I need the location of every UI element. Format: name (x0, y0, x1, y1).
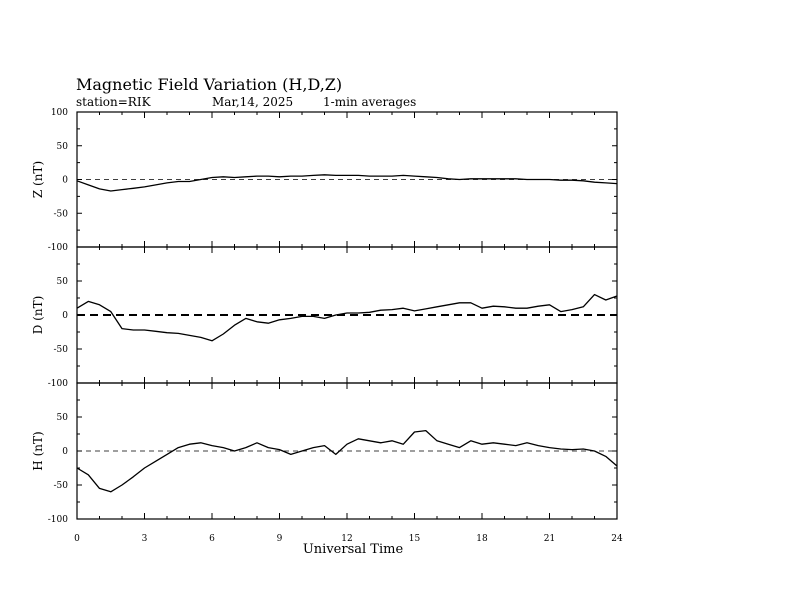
station-label: station=RIK (76, 95, 151, 109)
x-tick-label: 21 (543, 534, 556, 544)
h-ytick-label: 0 (62, 447, 68, 457)
x-tick-label: 6 (209, 534, 215, 544)
x-tick-label: 0 (74, 534, 80, 544)
h-ytick-label: 50 (56, 413, 68, 423)
x-tick-label: 18 (476, 534, 488, 544)
chart-title: Magnetic Field Variation (H,D,Z) (76, 75, 343, 94)
x-tick-label: 9 (276, 534, 283, 544)
d-ytick-label: -100 (47, 379, 68, 389)
d-ytick-label: 50 (56, 277, 68, 287)
z-ytick-label: -100 (47, 243, 68, 253)
d-ytick-label: 0 (62, 311, 68, 321)
z-axis-label: Z (nT) (31, 160, 45, 199)
z-ytick-label: 0 (62, 175, 68, 186)
averaging-label: 1-min averages (323, 95, 417, 109)
h-ytick-label: -50 (53, 481, 68, 491)
z-ytick-label: 100 (50, 108, 68, 118)
x-tick-label: 12 (341, 534, 353, 544)
x-tick-label: 24 (611, 534, 623, 544)
h-axis-label: H (nT) (31, 431, 45, 471)
x-axis-label: Universal Time (302, 542, 404, 557)
d-ytick-label: -50 (53, 345, 68, 355)
date-label: Mar,14, 2025 (212, 95, 294, 109)
x-tick-label: 15 (408, 534, 421, 544)
x-tick-label: 3 (141, 534, 148, 544)
d-axis-label: D (nT) (31, 295, 45, 335)
h-ytick-label: -100 (47, 515, 68, 525)
z-ytick-label: -50 (53, 209, 68, 220)
z-ytick-label: 50 (56, 141, 68, 152)
